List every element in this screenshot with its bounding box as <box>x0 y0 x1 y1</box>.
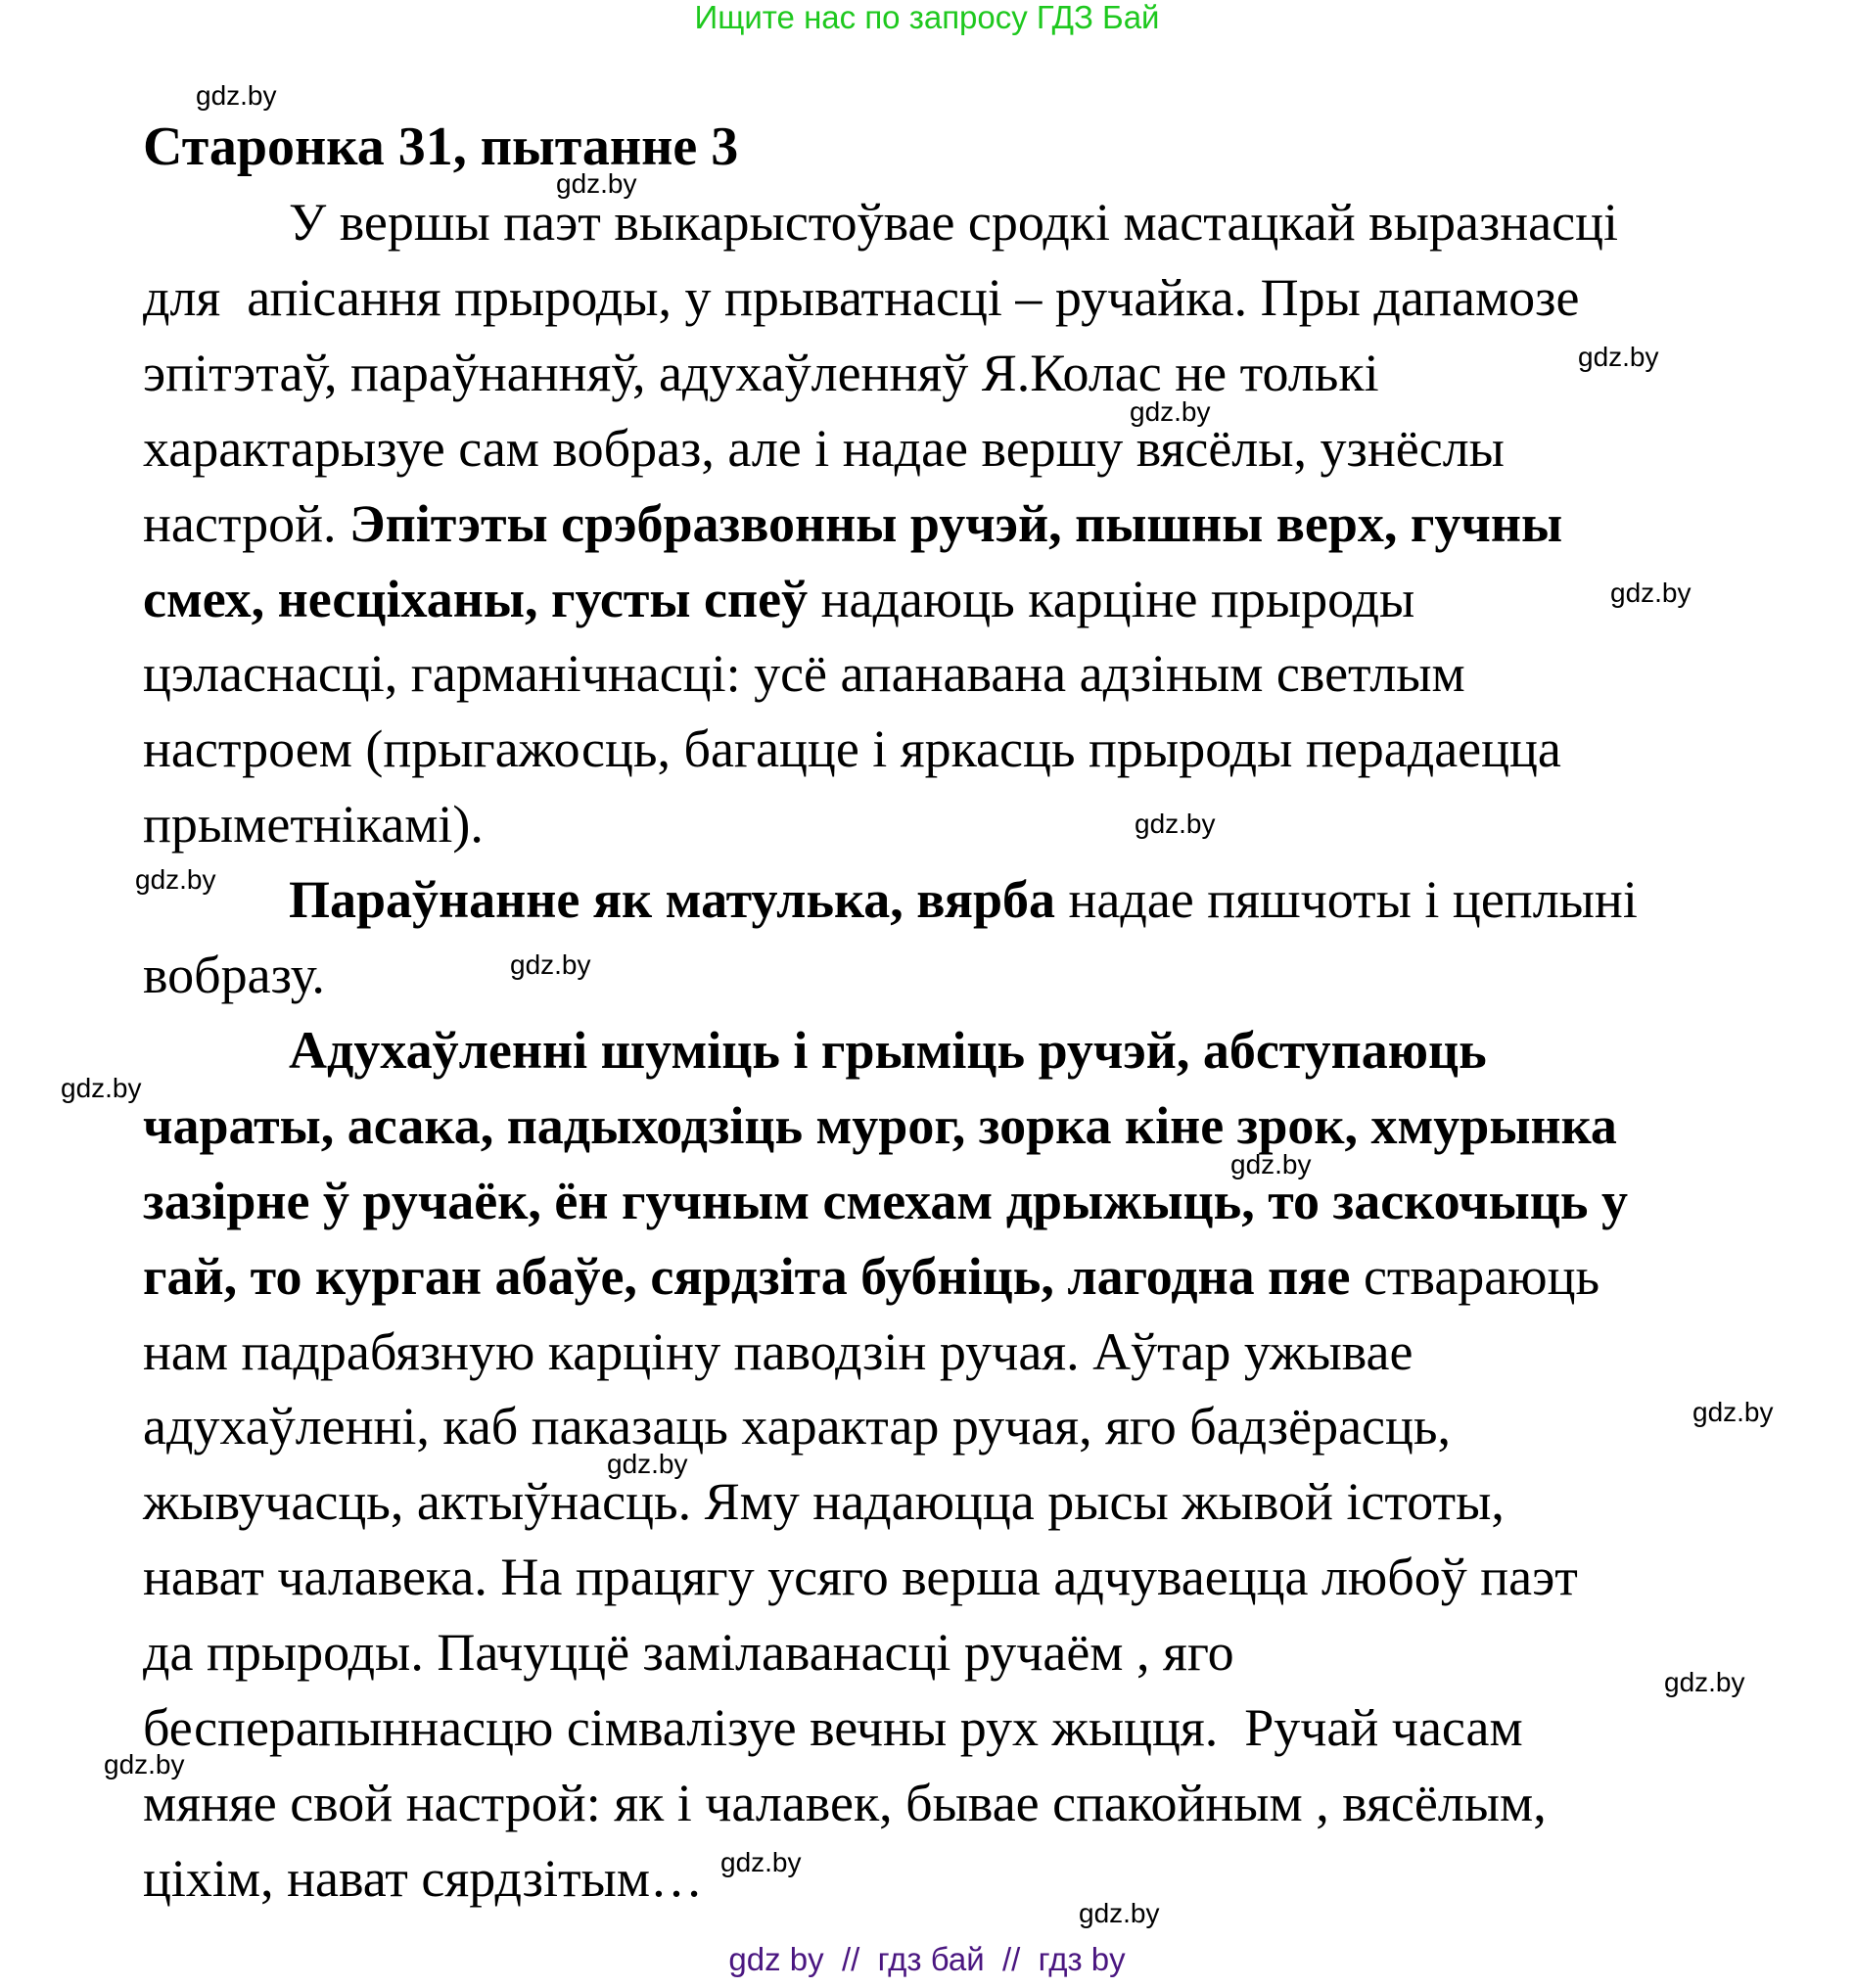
text-line <box>143 1546 1578 1608</box>
watermark: gdz.by <box>1079 1898 1160 1928</box>
text-segment: настроем (прыгажосць, багацце і яркасць прыроды перадаецца <box>143 719 1561 779</box>
text-segment: настрой. <box>143 493 349 553</box>
text-segment: эпітэтаў, параўнанняў, адухаўленняў Я.Колас не толькі <box>143 343 1379 402</box>
text-segment: ціхім, нават сярдзітым… <box>143 1848 704 1908</box>
text-line <box>143 793 484 855</box>
page-title: Старонка 31, пытанне 3 <box>143 116 739 177</box>
watermark: gdz.by <box>135 864 216 895</box>
text-segment: надаюць карціне прыроды <box>808 569 1415 628</box>
text-segment: нават чалавека. На працягу усяго верша адчуваецца любоў паэт <box>143 1548 1578 1607</box>
watermark: gdz.by <box>607 1449 688 1479</box>
text-segment: да прыроды. Пачуццё замілаванасці ручаём , яго <box>143 1623 1234 1683</box>
footer-links[interactable]: gdz by // гдз бай // гдз by <box>728 1941 1126 1977</box>
bold-text: Параўнанне як матулька, вярба <box>289 870 1055 930</box>
text-segment: бесперапыннасцю сімвалізуе вечны рух жыцця. Ручай часам <box>143 1698 1523 1757</box>
text-segment: характарызуе сам вобраз, але і надае вершу вясёлы, узнёслы <box>143 418 1505 478</box>
text-segment: надае пяшчоты і цеплыні <box>1055 870 1638 930</box>
bold-text: зазірне ў ручаёк, ён гучным смехам дрыжыць, то заскочыць у <box>143 1171 1628 1230</box>
text-line <box>143 1170 1628 1232</box>
text-line <box>143 642 1465 705</box>
text-line <box>289 1019 1487 1082</box>
bold-text: Адухаўленні шуміць і грыміць ручэй, абступаюць <box>289 1020 1487 1080</box>
text-line <box>143 1320 1413 1383</box>
text-line <box>289 191 1618 254</box>
text-segment: вобразу. <box>143 946 325 1004</box>
text-segment: цэласнасці, гарманічнасці: усё апанавана адзіным светлым <box>143 644 1465 704</box>
text-line <box>143 717 1561 780</box>
bold-text: гай, то курган абаўе, сярдзіта бубніць, лагодна пяе <box>143 1246 1351 1306</box>
text-segment: ствараюць <box>1350 1246 1600 1306</box>
text-segment: для апісання прыроды, у прыватнасці – ручайка. Пры дапамозе <box>143 267 1580 327</box>
promo-banner: Ищите нас по запросу ГДЗ Бай <box>694 0 1160 35</box>
watermark: gdz.by <box>1130 396 1211 427</box>
text-line <box>143 492 1562 555</box>
watermark: gdz.by <box>104 1749 185 1780</box>
bold-text: чараты, асака, падыходзіць мурог, зорка кіне зрок, хмурынка <box>143 1095 1617 1155</box>
watermark: gdz.by <box>1230 1149 1312 1179</box>
watermark: gdz.by <box>1664 1667 1745 1697</box>
watermark: gdz.by <box>720 1847 802 1877</box>
text-line <box>143 266 1579 329</box>
text-line <box>143 944 325 1006</box>
text-segment: мяняе свой настрой: як і чалавек, бывае спакойным , вясёлым, <box>143 1773 1547 1832</box>
text-line <box>143 342 1379 404</box>
text-segment: нам падрабязную карціну паводзін ручая. Аўтар ужывае <box>143 1321 1414 1381</box>
text-line <box>143 1395 1451 1457</box>
text-line <box>143 417 1505 480</box>
text-segment: жывучасць, актыўнасць. Яму надаюцца рысы жывой істоты, <box>143 1472 1505 1532</box>
watermark: gdz.by <box>1135 809 1216 839</box>
bold-text: смех, несціханы, густы спеў <box>143 569 809 628</box>
watermark: gdz.by <box>1578 342 1659 372</box>
text-line <box>143 1621 1234 1684</box>
bold-text: Эпітэты срэбразвонны ручэй, пышны верх, гучны <box>349 493 1563 553</box>
watermark: gdz.by <box>61 1073 142 1103</box>
watermark: gdz.by <box>1610 578 1692 608</box>
text-line <box>143 568 1414 630</box>
watermark: gdz.by <box>556 168 637 199</box>
text-line <box>143 1094 1617 1157</box>
watermark: gdz.by <box>196 80 277 111</box>
text-line <box>289 868 1638 931</box>
text-segment: У вершы паэт выкарыстоўвае сродкі мастацкай выразнасці <box>289 193 1618 252</box>
text-segment: адухаўленні, каб паказаць характар ручая, яго бадзёрасць, <box>143 1397 1452 1456</box>
text-line <box>143 1696 1523 1759</box>
text-line <box>143 1470 1505 1533</box>
text-segment: прыметнікамі). <box>143 795 484 855</box>
watermark: gdz.by <box>510 949 591 980</box>
watermark: gdz.by <box>1692 1397 1774 1427</box>
text-line <box>143 1772 1547 1834</box>
text-line <box>143 1847 703 1910</box>
text-line <box>143 1245 1599 1308</box>
